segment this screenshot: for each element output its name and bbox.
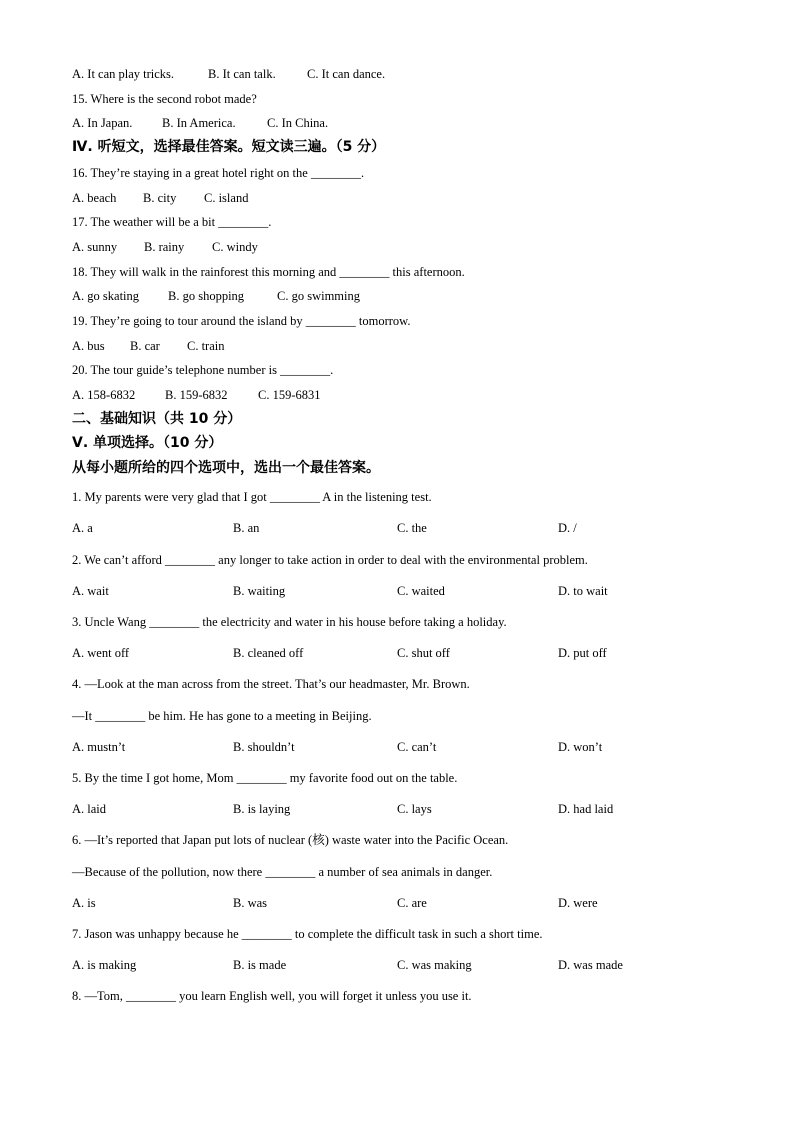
- mc-question-7: 7. Jason was unhappy because he ________ to complete the difficult task in such a short time.: [72, 927, 543, 941]
- q14-option-a: A. It can play tricks.: [72, 67, 175, 81]
- mc-q3-option-a: A. went off: [72, 646, 130, 660]
- q19-option-c: C. train: [187, 339, 225, 353]
- mc-question-4-reply: —It ________ be him. He has gone to a meeting in Beijing.: [72, 709, 372, 723]
- q15-option-b: B. In America.: [162, 116, 236, 130]
- q20-option-b: B. 159-6832: [165, 388, 228, 402]
- mc-question-1: 1. My parents were very glad that I got ________ A in the listening test.: [72, 490, 432, 504]
- q18-option-b: B. go shopping: [168, 289, 245, 303]
- mc-q5-option-c: C. lays: [397, 802, 432, 816]
- q15-option-a: A. In Japan.: [72, 116, 133, 130]
- mc-question-6: 6. —It’s reported that Japan put lots of nuclear (核) waste water into the Pacific Ocean.: [72, 833, 509, 847]
- q16-option-b: B. city: [143, 191, 177, 205]
- mc-q6-option-d: D. were: [558, 896, 598, 910]
- mc-q1-option-c: C. the: [397, 521, 427, 535]
- mc-q4-option-a: A. mustn’t: [72, 740, 126, 754]
- mc-q5-option-b: B. is laying: [233, 802, 291, 816]
- mc-q7-option-a: A. is making: [72, 958, 137, 972]
- q16-question: 16. They’re staying in a great hotel right on the ________.: [72, 166, 365, 180]
- mc-question-5: 5. By the time I got home, Mom ________ my favorite food out on the table.: [72, 771, 458, 785]
- mc-q4-option-d: D. won’t: [558, 740, 603, 754]
- q20-question: 20. The tour guide’s telephone number is ________.: [72, 363, 334, 377]
- q18-option-c: C. go swimming: [277, 289, 360, 303]
- mc-q3-option-d: D. put off: [558, 646, 607, 660]
- q19-question: 19. They’re going to tour around the island by ________ tomorrow.: [72, 314, 411, 328]
- q14-option-c: C. It can dance.: [307, 67, 386, 81]
- mc-q3-option-b: B. cleaned off: [233, 646, 304, 660]
- mc-question-8: 8. —Tom, ________ you learn English well, you will forget it unless you use it.: [72, 989, 472, 1003]
- mc-q1-option-b: B. an: [233, 521, 260, 535]
- q17-question: 17. The weather will be a bit ________.: [72, 215, 272, 229]
- q19-option-b: B. car: [130, 339, 160, 353]
- mc-q4-option-c: C. can’t: [397, 740, 437, 754]
- q20-option-c: C. 159-6831: [258, 388, 321, 402]
- part2-heading: 二、基础知识（共 10 分）: [72, 411, 242, 427]
- mc-question-4: 4. —Look at the man across from the street. That’s our headmaster, Mr. Brown.: [72, 677, 470, 691]
- q20-option-a: A. 158-6832: [72, 388, 136, 402]
- q16-option-c: C. island: [204, 191, 249, 205]
- mc-q7-option-d: D. was made: [558, 958, 623, 972]
- mc-q7-option-b: B. is made: [233, 958, 287, 972]
- mc-q2-option-a: A. wait: [72, 584, 109, 598]
- mc-q1-option-d: D. /: [558, 521, 577, 535]
- mc-q5-option-a: A. laid: [72, 802, 107, 816]
- mc-question-6-reply: —Because of the pollution, now there ________ a number of sea animals in danger.: [72, 865, 493, 879]
- q15-question: 15. Where is the second robot made?: [72, 92, 257, 106]
- section5-heading: Ⅴ. 单项选择。（10 分）: [72, 435, 223, 451]
- mc-q4-option-b: B. shouldn’t: [233, 740, 295, 754]
- mc-q2-option-c: C. waited: [397, 584, 445, 598]
- mc-q1-option-a: A. a: [72, 521, 93, 535]
- mc-q3-option-c: C. shut off: [397, 646, 450, 660]
- mc-q7-option-c: C. was making: [397, 958, 472, 972]
- mc-question-3: 3. Uncle Wang ________ the electricity and water in his house before taking a holiday.: [72, 615, 507, 629]
- mc-q6-option-a: A. is: [72, 896, 96, 910]
- q19-option-a: A. bus: [72, 339, 105, 353]
- mc-q2-option-b: B. waiting: [233, 584, 286, 598]
- mc-q6-option-b: B. was: [233, 896, 268, 910]
- mc-q6-option-c: C. are: [397, 896, 427, 910]
- mc-q5-option-d: D. had laid: [558, 802, 614, 816]
- q14-option-b: B. It can talk.: [208, 67, 276, 81]
- q17-option-b: B. rainy: [144, 240, 185, 254]
- q15-option-c: C. In China.: [267, 116, 329, 130]
- q18-question: 18. They will walk in the rainforest this morning and ________ this afternoon.: [72, 265, 465, 279]
- q18-option-a: A. go skating: [72, 289, 140, 303]
- mc-question-2: 2. We can’t afford ________ any longer to take action in order to deal with the environmental problem.: [72, 553, 588, 567]
- q17-option-c: C. windy: [212, 240, 258, 254]
- q17-option-a: A. sunny: [72, 240, 118, 254]
- mc-q2-option-d: D. to wait: [558, 584, 608, 598]
- section5-instruction: 从每小题所给的四个选项中，选出一个最佳答案。: [72, 460, 380, 476]
- q16-option-a: A. beach: [72, 191, 117, 205]
- section4-heading: Ⅳ. 听短文，选择最佳答案。短文读三遍。（5 分）: [72, 139, 386, 155]
